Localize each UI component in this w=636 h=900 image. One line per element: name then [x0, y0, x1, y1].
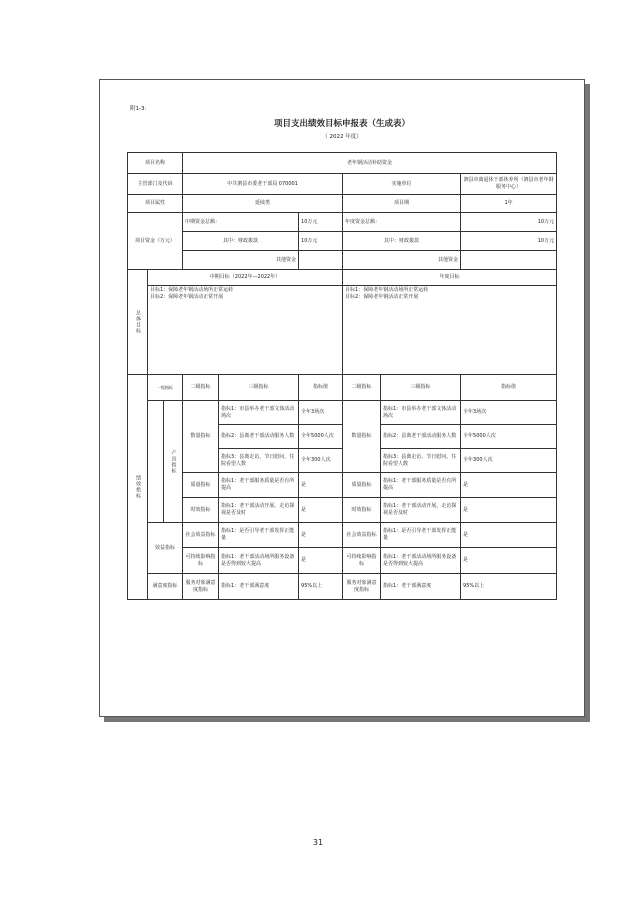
col-header-val: 指标值	[299, 375, 343, 401]
service-label-right: 服务对象满意度指标	[343, 574, 381, 600]
period-value: 1年	[461, 195, 557, 213]
attr-label: 项目属性	[128, 195, 183, 213]
qty-label-right: 数量指标	[343, 401, 381, 473]
qual1-value: 是	[299, 473, 343, 498]
sustain-label-right: 可持续影响指标	[343, 548, 381, 574]
col-header-l2-right: 二级指标	[343, 375, 381, 401]
form-title: 项目支出绩效目标申报表（生成表）	[273, 119, 410, 129]
mid-fin-label: 其中：财政拨款	[183, 232, 299, 251]
qty3-indicator-right: 指标3：县离走访、节日慰问、住院看望人数	[381, 449, 461, 473]
qty2-value: 全年5000人次	[299, 425, 343, 449]
project-name-value: 老年钢活动补助资金	[183, 153, 557, 174]
qty1-indicator-right: 指标1：市县举办老干部文体活动场次	[381, 401, 461, 425]
qual-label: 质量指标	[183, 473, 219, 498]
qual1-value-right: 是	[461, 473, 557, 498]
goals-section-label: 总体目标	[128, 270, 148, 375]
service1-indicator-right: 指标1：老干部满意度	[381, 574, 461, 600]
year-total-value: 10万元	[461, 213, 557, 232]
sustain1-value: 是	[299, 548, 343, 574]
time-label-right: 时效指标	[343, 498, 381, 523]
social-label-right: 社会效益指标	[343, 523, 381, 548]
mid-goal-text: 目标1：保障老年钢活动场所正常运转 目标2：保障老年钢活动正常开展	[148, 286, 343, 375]
period-label: 项目期	[343, 195, 461, 213]
qual1-indicator-right: 指标1：老干部服务质量是否有所提高	[381, 473, 461, 498]
attr-value: 延续类	[183, 195, 343, 213]
service1-value: 95%以上	[299, 574, 343, 600]
qty2-value-right: 全年5000人次	[461, 425, 557, 449]
time1-value-right: 是	[461, 498, 557, 523]
year-other-label: 其他资金	[343, 251, 461, 270]
qty1-indicator: 指标1：市县举办老干部文体活动场次	[219, 401, 299, 425]
col-header-l3-right: 三级指标	[381, 375, 461, 401]
sustain1-indicator: 指标1：老干部活动场所服务设备是否得到较大提高	[219, 548, 299, 574]
service-label: 服务对象满意度指标	[183, 574, 219, 600]
qty1-value-right: 全年3场次	[461, 401, 557, 425]
time-label: 时效指标	[183, 498, 219, 523]
funds-label: 项目资金（万元）	[128, 213, 183, 270]
social1-indicator: 指标1：是否引导老干部发挥正能量	[219, 523, 299, 548]
qty-label: 数量指标	[183, 401, 219, 473]
impl-label: 实施单位	[343, 174, 461, 195]
qty2-indicator-right: 指标2：县离老干部活动服务人数	[381, 425, 461, 449]
qual1-indicator: 指标1：老干部服务质量是否有所提高	[219, 473, 299, 498]
social-label: 社会效益指标	[183, 523, 219, 548]
qty1-value: 全年3场次	[299, 401, 343, 425]
year-fin-value: 10万元	[461, 232, 557, 251]
sustain-label: 可持续影响指标	[183, 548, 219, 574]
time1-indicator: 指标1：老干部活动开展、走访探视是否及时	[219, 498, 299, 523]
service1-value-right: 95%以上	[461, 574, 557, 600]
sustain1-value-right: 是	[461, 548, 557, 574]
social1-indicator-right: 指标1：是否引导老干部发挥正能量	[381, 523, 461, 548]
service1-indicator: 指标1：老干部满意度	[219, 574, 299, 600]
year-total-label: 年度资金总额：	[343, 213, 461, 232]
col-header-l3: 三级指标	[219, 375, 299, 401]
qty3-value: 全年300人次	[299, 449, 343, 473]
qty3-indicator: 指标3：县离走访、节日慰问、住院看望人数	[219, 449, 299, 473]
sustain1-indicator-right: 指标1：老干部活动场所服务设备是否得到较大提高	[381, 548, 461, 574]
output-label: 产出指标	[164, 401, 183, 523]
year-goal-header: 年度目标	[343, 270, 557, 286]
page-number: 31	[312, 838, 324, 847]
time1-value: 是	[299, 498, 343, 523]
year-fin-label: 其中：财政拨款	[343, 232, 461, 251]
col-header-l1: 一级指标	[148, 375, 183, 401]
time1-indicator-right: 指标1：老干部活动开展、走访探视是否及时	[381, 498, 461, 523]
qual-label-right: 质量指标	[343, 473, 381, 498]
col-header-l2: 二级指标	[183, 375, 219, 401]
benefit-label: 效益指标	[148, 523, 183, 574]
form-year: （ 2022 年度）	[322, 134, 362, 140]
qty2-indicator: 指标2：县离老干部活动服务人数	[219, 425, 299, 449]
social1-value: 是	[299, 523, 343, 548]
qty3-value-right: 全年300人次	[461, 449, 557, 473]
dept-label: 主管部门及代码	[128, 174, 183, 195]
document-page	[99, 79, 585, 717]
perf-section-label: 绩效指标	[128, 375, 148, 600]
output-blank	[148, 401, 164, 523]
performance-table	[127, 152, 557, 600]
impl-value: 泗县市离退休干部休养所（泗县市老年钢服务中心）	[461, 174, 557, 195]
mid-goal-header: 中期目标（2022年—2022年）	[148, 270, 343, 286]
year-goal-text: 目标1：保障老年钢活动场所正常运转 目标2：保障老年钢活动正常开展	[343, 286, 557, 375]
mid-other-label: 其他资金	[183, 251, 299, 270]
mid-fin-value: 10万元	[299, 232, 343, 251]
mid-total-label: 中期资金总额：	[183, 213, 299, 232]
col-header-val-right: 指标值	[461, 375, 557, 401]
satisfaction-label: 满意度指标	[148, 574, 183, 600]
mid-other-value	[299, 251, 343, 270]
project-name-label: 项目名称	[128, 153, 183, 174]
mid-total-value: 10万元	[299, 213, 343, 232]
social1-value-right: 是	[461, 523, 557, 548]
dept-value: 中共泗县市委老干部局 070001	[183, 174, 343, 195]
attachment-label: 附1-3：	[130, 106, 150, 112]
year-other-value	[461, 251, 557, 270]
